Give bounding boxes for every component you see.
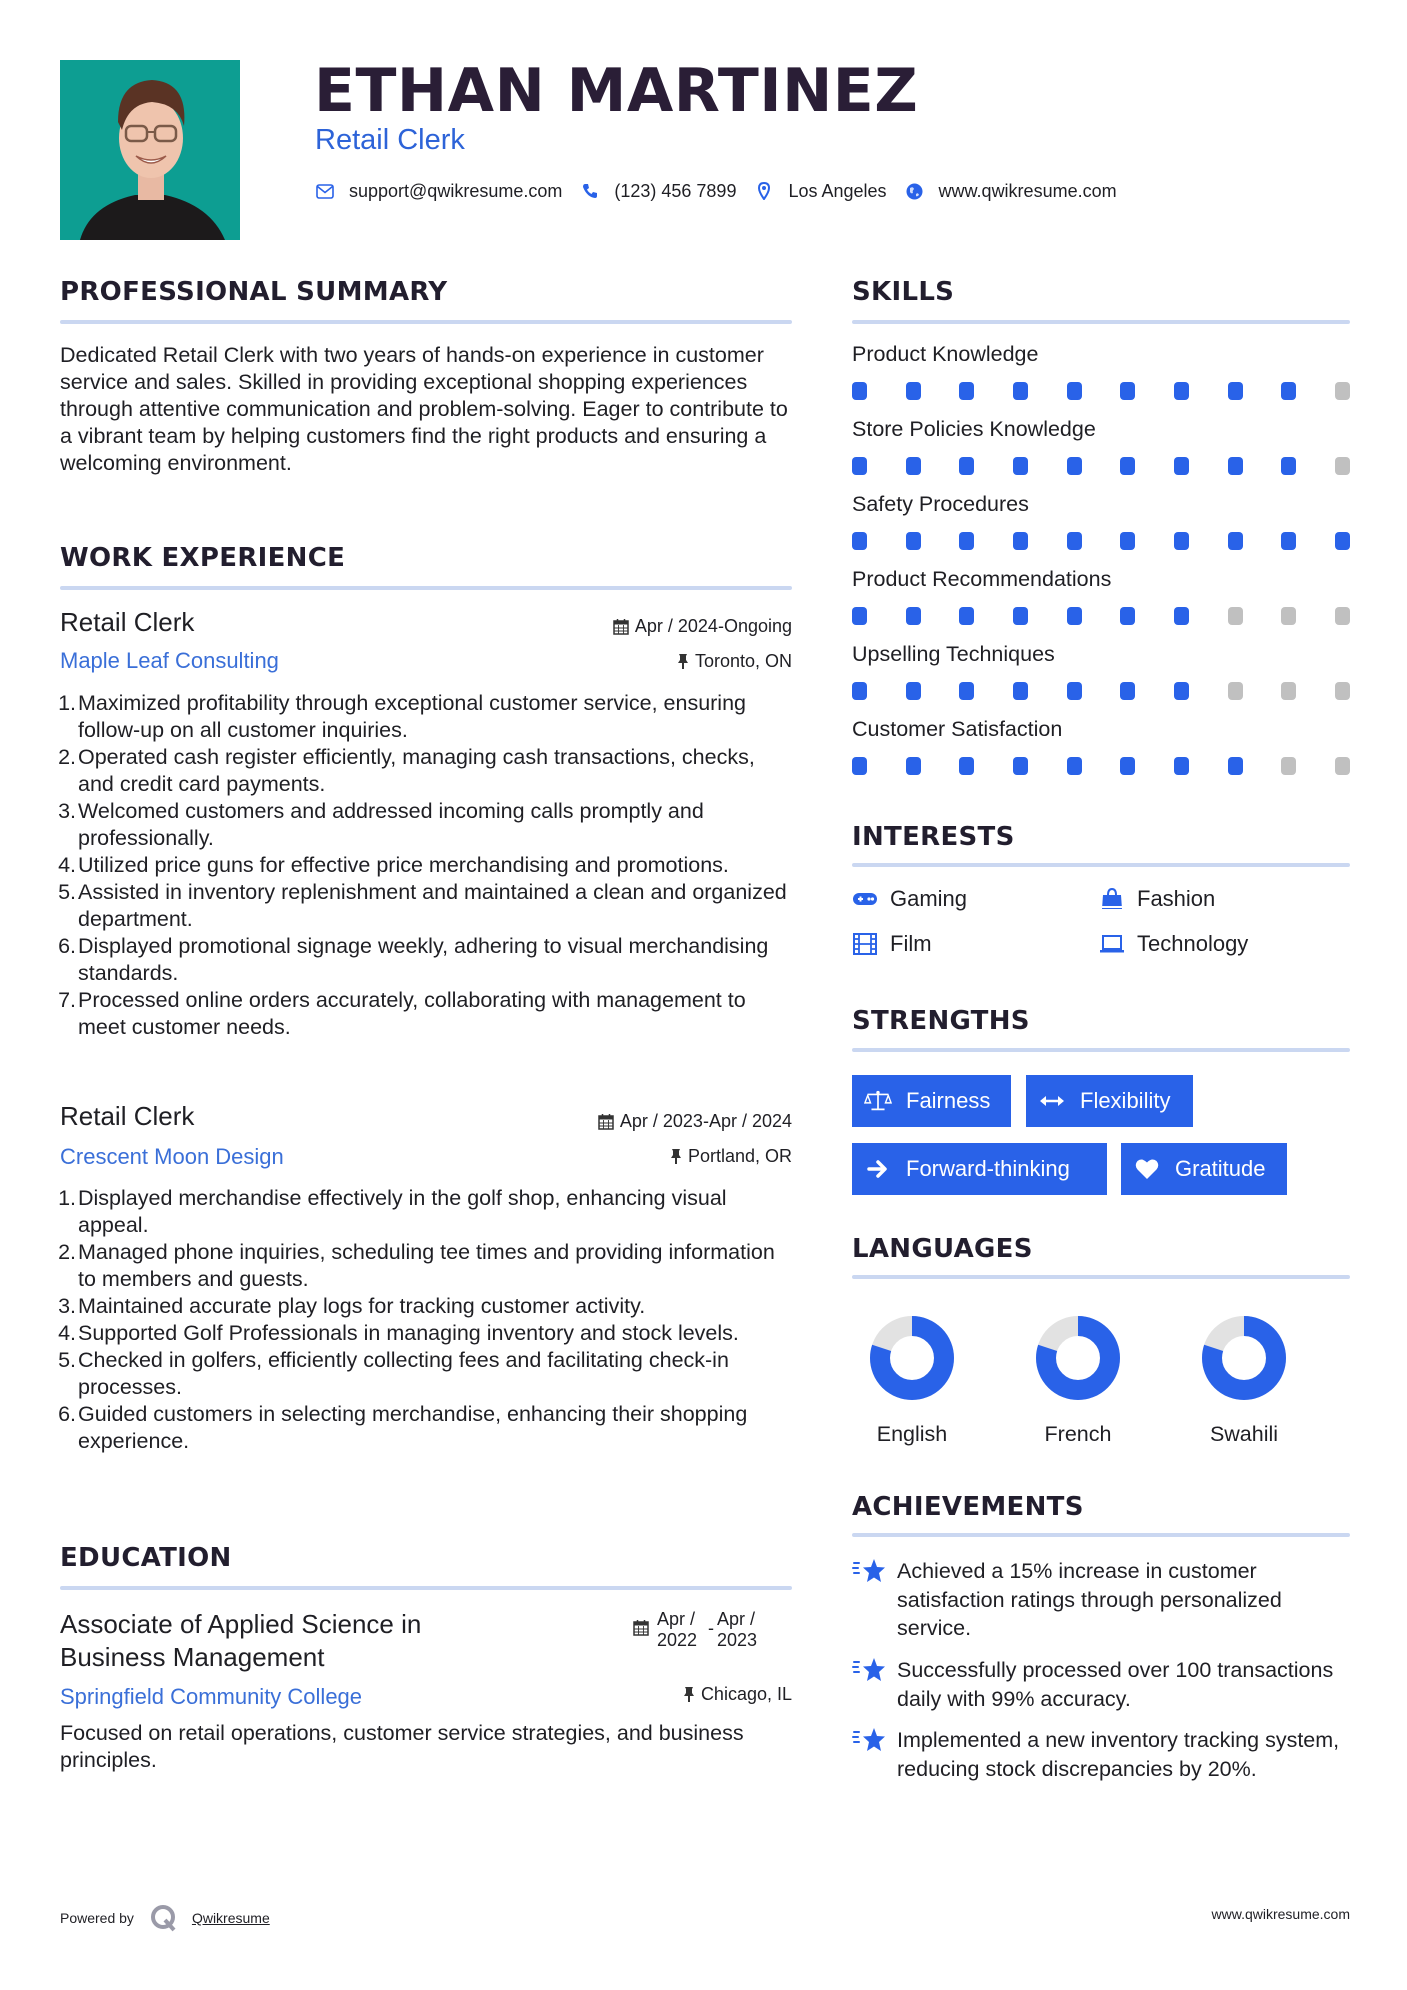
- rating-dot-filled: [906, 382, 921, 400]
- job-dates-text: Apr / 2023-Apr / 2024: [619, 1111, 792, 1131]
- rating-dot-filled: [959, 757, 974, 775]
- rating-dot-filled: [1228, 382, 1243, 400]
- person-photo-icon: [60, 60, 240, 240]
- skill-label: Upselling Techniques: [852, 642, 1055, 666]
- skill-rating: [852, 757, 1350, 775]
- rating-dot-filled: [1013, 682, 1028, 700]
- pushpin-icon: [677, 653, 689, 670]
- language-donut-chart: [1030, 1310, 1126, 1406]
- education-end-date: Apr / 2023: [717, 1609, 758, 1650]
- rating-dot-filled: [1335, 532, 1350, 550]
- rating-dot-filled: [959, 382, 974, 400]
- job-dates-text: Apr / 2024-Ongoing: [634, 616, 792, 636]
- rating-dot-filled: [852, 682, 867, 700]
- calendar-icon: [633, 1619, 649, 1636]
- footer-url[interactable]: www.qwikresume.com: [1211, 1906, 1350, 1922]
- degree-title: Associate of Applied Science in Business Management: [60, 1609, 422, 1672]
- language-label: French: [1044, 1422, 1112, 1446]
- rating-dot-filled: [1228, 532, 1243, 550]
- profile-photo: [60, 60, 240, 240]
- list-item: 3. Welcomed customers and addressed incoming calls promptly and professionally.: [58, 799, 704, 850]
- rating-dot-filled: [1281, 382, 1296, 400]
- job-title: Retail Clerk: [60, 1101, 195, 1131]
- rating-dot-filled: [906, 757, 921, 775]
- language-item: [1174, 1310, 1314, 1447]
- skill-rating: [852, 532, 1350, 550]
- skill-label: Safety Procedures: [852, 492, 1029, 516]
- star-icon: [852, 1726, 886, 1754]
- rating-dot-filled: [1067, 457, 1082, 475]
- envelope-icon: [315, 181, 335, 201]
- list-item: 2. Operated cash register efficiently, managing cash transactions, checks, and credit card payments.: [58, 745, 755, 796]
- laptop-icon: [1099, 932, 1125, 956]
- rating-dot-filled: [1067, 532, 1082, 550]
- rating-dot-filled: [1228, 757, 1243, 775]
- strength-badge-flexibility: Flexibility: [1026, 1075, 1193, 1127]
- list-item: 1. Maximized profitability through exceptional customer service, ensuring follow-up on all customer inquiries.: [58, 691, 747, 742]
- rating-dot-empty: [1281, 757, 1296, 775]
- rating-dot-filled: [1067, 607, 1082, 625]
- shopping-bag-icon: [1099, 887, 1125, 911]
- interest-item-gaming: Gaming: [852, 886, 967, 912]
- list-item: 6. Displayed promotional signage weekly, adhering to visual merchandising standards.: [58, 934, 769, 985]
- achievement-item: Successfully processed over 100 transactions daily with 99% accuracy.: [852, 1656, 1352, 1713]
- skill-label: Store Policies Knowledge: [852, 417, 1096, 441]
- skill-rating: [852, 457, 1350, 475]
- rating-dot-filled: [1013, 382, 1028, 400]
- rating-dot-filled: [959, 682, 974, 700]
- rating-dot-filled: [906, 682, 921, 700]
- language-donut-chart: [864, 1310, 960, 1406]
- rating-dot-filled: [1228, 457, 1243, 475]
- rating-dot-filled: [852, 382, 867, 400]
- rating-dot-filled: [1013, 757, 1028, 775]
- contact-bar: [315, 178, 1135, 204]
- summary-text: Dedicated Retail Clerk with two years of hands-on experience in customer service and sales. Skilled in providing exceptional shopping experiences through attentive communication and problem-solving. Eager to contribute to a vibrant team by helping customers find the right products and ensuring a welcoming environment.: [60, 343, 788, 475]
- achievement-item: Achieved a 15% increase in customer satisfaction ratings through personalized service.: [852, 1557, 1352, 1643]
- section-divider: [852, 863, 1350, 867]
- heart-icon: [1133, 1157, 1161, 1181]
- candidate-role: Retail Clerk: [315, 124, 465, 156]
- contact-phone[interactable]: (123) 456 7899: [614, 180, 737, 201]
- map-marker-icon: [754, 181, 774, 201]
- section-divider: [852, 1533, 1350, 1537]
- job-dates: [598, 1111, 792, 1132]
- phone-icon: [580, 181, 600, 201]
- rating-dot-filled: [959, 532, 974, 550]
- strength-badge-gratitude: Gratitude: [1121, 1143, 1287, 1195]
- school-name[interactable]: Springfield Community College: [60, 1684, 363, 1709]
- rating-dot-filled: [1013, 607, 1028, 625]
- rating-dot-empty: [1335, 382, 1350, 400]
- education-location: [683, 1684, 792, 1705]
- candidate-name: ETHAN MARTINEZ: [314, 56, 919, 126]
- job-dates: [613, 616, 792, 637]
- company-name[interactable]: Crescent Moon Design: [60, 1144, 284, 1169]
- section-divider: [852, 1275, 1350, 1279]
- qwikresume-link[interactable]: Qwikresume: [191, 1910, 270, 1926]
- film-icon: [852, 932, 878, 956]
- education-dates: [633, 1609, 765, 1651]
- rating-dot-filled: [1120, 757, 1135, 775]
- date-separator: -: [708, 1618, 714, 1638]
- job-location: [677, 651, 792, 672]
- skill-label: Product Recommendations: [852, 567, 1112, 591]
- job-duties-list: [60, 690, 792, 1041]
- skill-label: Customer Satisfaction: [852, 717, 1063, 741]
- list-item: 7. Processed online orders accurately, collaborating with management to meet customer needs.: [58, 988, 746, 1039]
- rating-dot-filled: [1174, 682, 1189, 700]
- footer-powered-by: Powered by Qwikresume: [60, 1904, 270, 1932]
- rating-dot-filled: [852, 457, 867, 475]
- language-item: [842, 1310, 982, 1447]
- list-item: 3. Maintained accurate play logs for tracking customer activity.: [58, 1294, 646, 1318]
- rating-dot-filled: [1281, 457, 1296, 475]
- star-icon: [852, 1557, 886, 1585]
- list-item: 4. Supported Golf Professionals in managing inventory and stock levels.: [58, 1321, 739, 1345]
- rating-dot-empty: [1228, 682, 1243, 700]
- strength-badge-fairness: Fairness: [852, 1075, 1011, 1127]
- rating-dot-filled: [906, 532, 921, 550]
- rating-dot-filled: [906, 457, 921, 475]
- rating-dot-filled: [1013, 532, 1028, 550]
- section-heading-experience: WORK EXPERIENCE: [60, 543, 346, 573]
- section-heading-achievements: ACHIEVEMENTS: [852, 1492, 1084, 1522]
- job-location-text: Toronto, ON: [694, 651, 792, 671]
- job-title: Retail Clerk: [60, 607, 195, 637]
- rating-dot-filled: [1120, 457, 1135, 475]
- rating-dot-filled: [1174, 532, 1189, 550]
- calendar-icon: [613, 618, 629, 635]
- rating-dot-filled: [1067, 757, 1082, 775]
- section-heading-strengths: STRENGTHS: [852, 1006, 1030, 1036]
- job-duties-list: [60, 1185, 792, 1455]
- rating-dot-filled: [1067, 382, 1082, 400]
- section-heading-interests: INTERESTS: [852, 822, 1015, 852]
- rating-dot-empty: [1228, 607, 1243, 625]
- list-item: 5. Assisted in inventory replenishment and maintained a clean and organized department.: [58, 880, 787, 931]
- rating-dot-filled: [1174, 457, 1189, 475]
- rating-dot-empty: [1281, 682, 1296, 700]
- language-item: [1008, 1310, 1148, 1447]
- skill-label: Product Knowledge: [852, 342, 1039, 366]
- rating-dot-filled: [1120, 382, 1135, 400]
- education-start-date: Apr / 2022: [657, 1609, 698, 1650]
- rating-dot-filled: [1174, 757, 1189, 775]
- rating-dot-empty: [1281, 607, 1296, 625]
- rating-dot-filled: [1174, 382, 1189, 400]
- list-item: 2. Managed phone inquiries, scheduling tee times and providing information to members and guests.: [58, 1240, 775, 1291]
- section-heading-education: EDUCATION: [60, 1543, 232, 1573]
- interest-item-technology: Technology: [1099, 931, 1248, 957]
- section-divider: [60, 320, 792, 324]
- contact-website[interactable]: www.qwikresume.com: [938, 180, 1117, 201]
- section-heading-skills: SKILLS: [852, 277, 955, 307]
- interest-item-fashion: Fashion: [1099, 886, 1215, 912]
- rating-dot-filled: [852, 607, 867, 625]
- list-item: 1. Displayed merchandise effectively in the golf shop, enhancing visual appeal.: [58, 1186, 727, 1237]
- job-location: [670, 1146, 792, 1167]
- language-donut-chart: [1196, 1310, 1292, 1406]
- list-item: 6. Guided customers in selecting merchandise, enhancing their shopping experience.: [58, 1402, 748, 1453]
- rating-dot-empty: [1335, 607, 1350, 625]
- contact-location: Los Angeles: [788, 180, 887, 201]
- list-item: 4. Utilized price guns for effective price merchandising and promotions.: [58, 853, 729, 877]
- section-heading-summary: PROFESSIONAL SUMMARY: [60, 277, 448, 307]
- job-location-text: Portland, OR: [687, 1146, 792, 1166]
- section-divider: [60, 1586, 792, 1590]
- rating-dot-filled: [1013, 457, 1028, 475]
- arrow-right-icon: [864, 1157, 892, 1181]
- contact-email[interactable]: support@qwikresume.com: [349, 180, 563, 201]
- section-heading-languages: LANGUAGES: [852, 1234, 1033, 1264]
- rating-dot-empty: [1335, 457, 1350, 475]
- pushpin-icon: [683, 1686, 695, 1703]
- language-label: Swahili: [1209, 1422, 1279, 1446]
- section-divider: [60, 586, 792, 590]
- balance-scale-icon: [864, 1089, 892, 1113]
- rating-dot-filled: [959, 607, 974, 625]
- rating-dot-filled: [852, 532, 867, 550]
- pushpin-icon: [670, 1148, 682, 1165]
- rating-dot-filled: [1120, 532, 1135, 550]
- company-name[interactable]: Maple Leaf Consulting: [60, 648, 279, 673]
- calendar-icon: [598, 1113, 614, 1130]
- rating-dot-filled: [1120, 607, 1135, 625]
- language-label: English: [876, 1422, 948, 1446]
- skill-rating: [852, 682, 1350, 700]
- qwikresume-logo-icon: [150, 1904, 178, 1932]
- skill-rating: [852, 382, 1350, 400]
- strength-badge-forward-thinking: Forward-thinking: [852, 1143, 1107, 1195]
- gamepad-icon: [852, 887, 878, 911]
- rating-dot-filled: [852, 757, 867, 775]
- rating-dot-filled: [1120, 682, 1135, 700]
- section-divider: [852, 1048, 1350, 1052]
- rating-dot-empty: [1335, 682, 1350, 700]
- rating-dot-filled: [959, 457, 974, 475]
- skill-rating: [852, 607, 1350, 625]
- interest-item-film: Film: [852, 931, 932, 957]
- star-icon: [852, 1656, 886, 1684]
- education-description: Focused on retail operations, customer service strategies, and business principles.: [60, 1721, 744, 1772]
- achievement-item: Implemented a new inventory tracking system, reducing stock discrepancies by 20%.: [852, 1726, 1352, 1783]
- education-location-text: Chicago, IL: [700, 1684, 792, 1704]
- rating-dot-empty: [1335, 757, 1350, 775]
- arrows-horizontal-icon: [1038, 1089, 1066, 1113]
- list-item: 5. Checked in golfers, efficiently collecting fees and facilitating check-in processes.: [58, 1348, 729, 1399]
- section-divider: [852, 320, 1350, 324]
- rating-dot-filled: [906, 607, 921, 625]
- globe-icon: [905, 181, 925, 201]
- rating-dot-filled: [1174, 607, 1189, 625]
- rating-dot-filled: [1281, 532, 1296, 550]
- rating-dot-filled: [1067, 682, 1082, 700]
